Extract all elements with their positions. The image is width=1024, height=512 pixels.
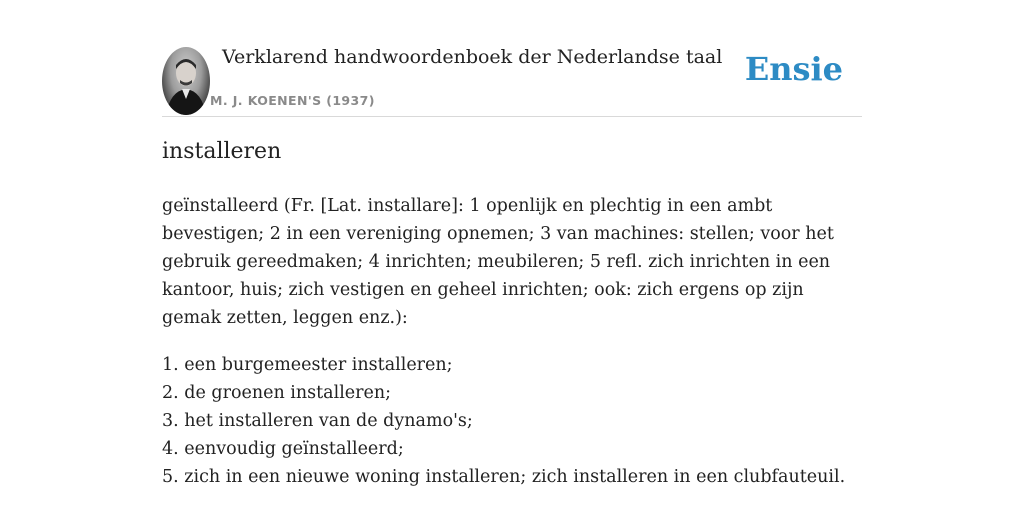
example-item: 4. eenvoudig geïnstalleerd; [162, 439, 404, 459]
example-item: 3. het installeren van de dynamo's; [162, 411, 473, 431]
example-item: 2. de groenen installeren; [162, 383, 392, 403]
example-item: 5. zich in een nieuwe woning installeren; zich installeren in een clubfauteuil. [162, 467, 846, 487]
entry-headword: installeren [162, 139, 282, 164]
dictionary-subtitle: M. J. KOENEN'S (1937) [210, 93, 375, 108]
entry-definition: geïnstalleerd (Fr. [Lat. installare]: 1 openlijk en plechtig in een ambt bevestigen; 2 in een vereniging opnemen; 3 van machines: stellen; voor het gebruik gereedmaken; 4 inrichten; meubileren; 5 refl. zich inrichten in een kantoor, huis; zich vestigen en geheel inrichten; ook: zich ergens op zijn gemak zetten, leggen enz.): [162, 196, 834, 328]
author-portrait [162, 47, 210, 115]
dictionary-title: Verklarend handwoordenboek der Nederlandse taal [222, 46, 723, 68]
dictionary-header [162, 40, 862, 117]
ensie-logo-link[interactable]: Ensie [744, 50, 843, 88]
example-list [162, 351, 862, 491]
example-item: 1. een burgemeester installeren; [162, 355, 453, 375]
